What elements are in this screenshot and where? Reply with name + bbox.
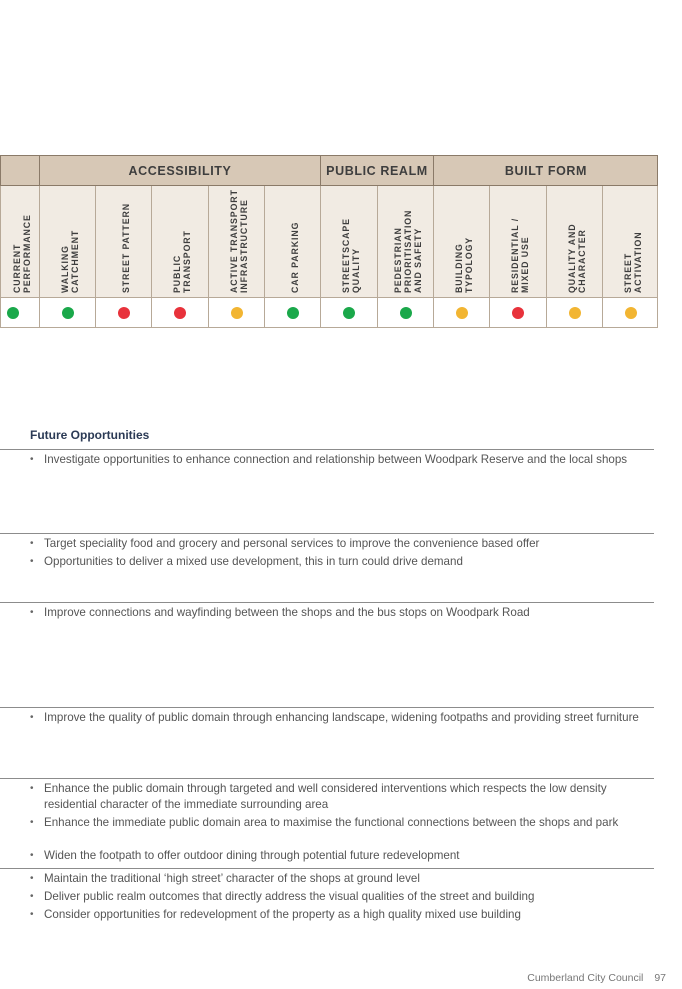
status-dot-green [400,307,412,319]
divider [0,449,654,450]
status-dot-amber [456,307,468,319]
council-name: Cumberland City Council [527,972,644,984]
status-cell [151,298,208,327]
status-cell [377,298,433,327]
divider [0,707,654,708]
column-header-label: WALKING CATCHMENT [59,229,80,293]
status-cell [264,298,320,327]
status-cell [602,298,659,327]
status-cell [208,298,264,327]
group-public-realm [320,156,433,186]
status-dot-green [287,307,299,319]
column-header-label: STREET PATTERN [120,203,131,293]
list-item: • Opportunities to deliver a mixed use development, this in turn could drive demand [30,554,650,570]
column-header [1,186,39,297]
group-performance [1,156,39,186]
list-item: • Investigate opportunities to enhance connection and relationship between Woodpark Reserve and the local shops [30,452,650,468]
status-dot-green [7,307,19,319]
group-label: ACCESSIBILITY [128,164,232,178]
group-header-row [0,155,658,186]
status-dot-green [343,307,355,319]
status-dot-red [174,307,186,319]
divider [0,602,654,603]
list-item: • Enhance the public domain through targeted and well considered interventions which respects the low density residential character of the immediate surrounding area [30,781,650,813]
column-header [39,186,95,297]
column-header-label: PEDESTRIAN PRIORITISATION AND SAFETY [392,209,423,293]
status-dot-green [62,307,74,319]
column-header [489,186,546,297]
list-item: • Maintain the traditional ‘high street’ character of the shops at ground level [30,871,650,887]
assessment-matrix [0,155,658,328]
status-dot-red [118,307,130,319]
status-cell [95,298,151,327]
group-built-form [433,156,658,186]
column-header [264,186,320,297]
column-header [320,186,377,297]
list-item: • Improve connections and wayfinding between the shops and the bus stops on Woodpark Road [30,605,650,621]
column-header-label: CAR PARKING [289,221,300,293]
divider [0,778,654,779]
status-cell [39,298,95,327]
column-header [208,186,264,297]
column-header [546,186,602,297]
status-dot-amber [569,307,581,319]
column-header-label: CURRENT PERFORMANCE [12,214,32,293]
status-dot-amber [231,307,243,319]
status-dot-red [512,307,524,319]
column-header [433,186,489,297]
divider [0,868,654,869]
status-cell [546,298,602,327]
divider [0,533,654,534]
column-header-label: ACTIVE TRANSPORT INFRASTRUCTURE [228,189,249,293]
list-item: • Improve the quality of public domain through enhancing landscape, widening footpaths and providing street furniture [30,710,650,726]
group-label: BUILT FORM [504,164,588,178]
column-header-label: BUILDING TYPOLOGY [453,236,474,293]
column-header-label: STREET ACTIVATION [623,231,643,293]
group-label: PUBLIC REALM [326,164,428,178]
column-header-row [0,186,658,297]
list-item: • Widen the footpath to offer outdoor dining through potential future redevelopment [30,848,650,864]
status-cell [320,298,377,327]
status-cell [433,298,489,327]
future-opportunities-title: Future Opportunities [30,428,150,442]
status-dot-amber [625,307,637,319]
page-footer [519,972,666,984]
status-cell [489,298,546,327]
column-header [95,186,151,297]
list-item: • Deliver public realm outcomes that directly address the visual qualities of the street and building [30,889,650,905]
column-header-label: QUALITY AND CHARACTER [566,223,587,293]
group-accessibility [39,156,320,186]
column-header [377,186,433,297]
list-item: • Consider opportunities for redevelopment of the property as a high quality mixed use building [30,907,650,923]
column-header-label: STREETSCAPE QUALITY [341,218,361,293]
column-header-label: PUBLIC TRANSPORT [172,230,192,293]
status-cell [1,298,39,327]
column-header [602,186,659,297]
list-item: • Target speciality food and grocery and personal services to improve the convenience based offer [30,536,650,552]
page-number: 97 [654,972,666,984]
list-item: • Enhance the immediate public domain area to maximise the functional connections between the shops and park [30,815,650,831]
column-header-label: RESIDENTIAL / MIXED USE [510,217,530,293]
status-row [0,297,658,328]
column-header [151,186,208,297]
